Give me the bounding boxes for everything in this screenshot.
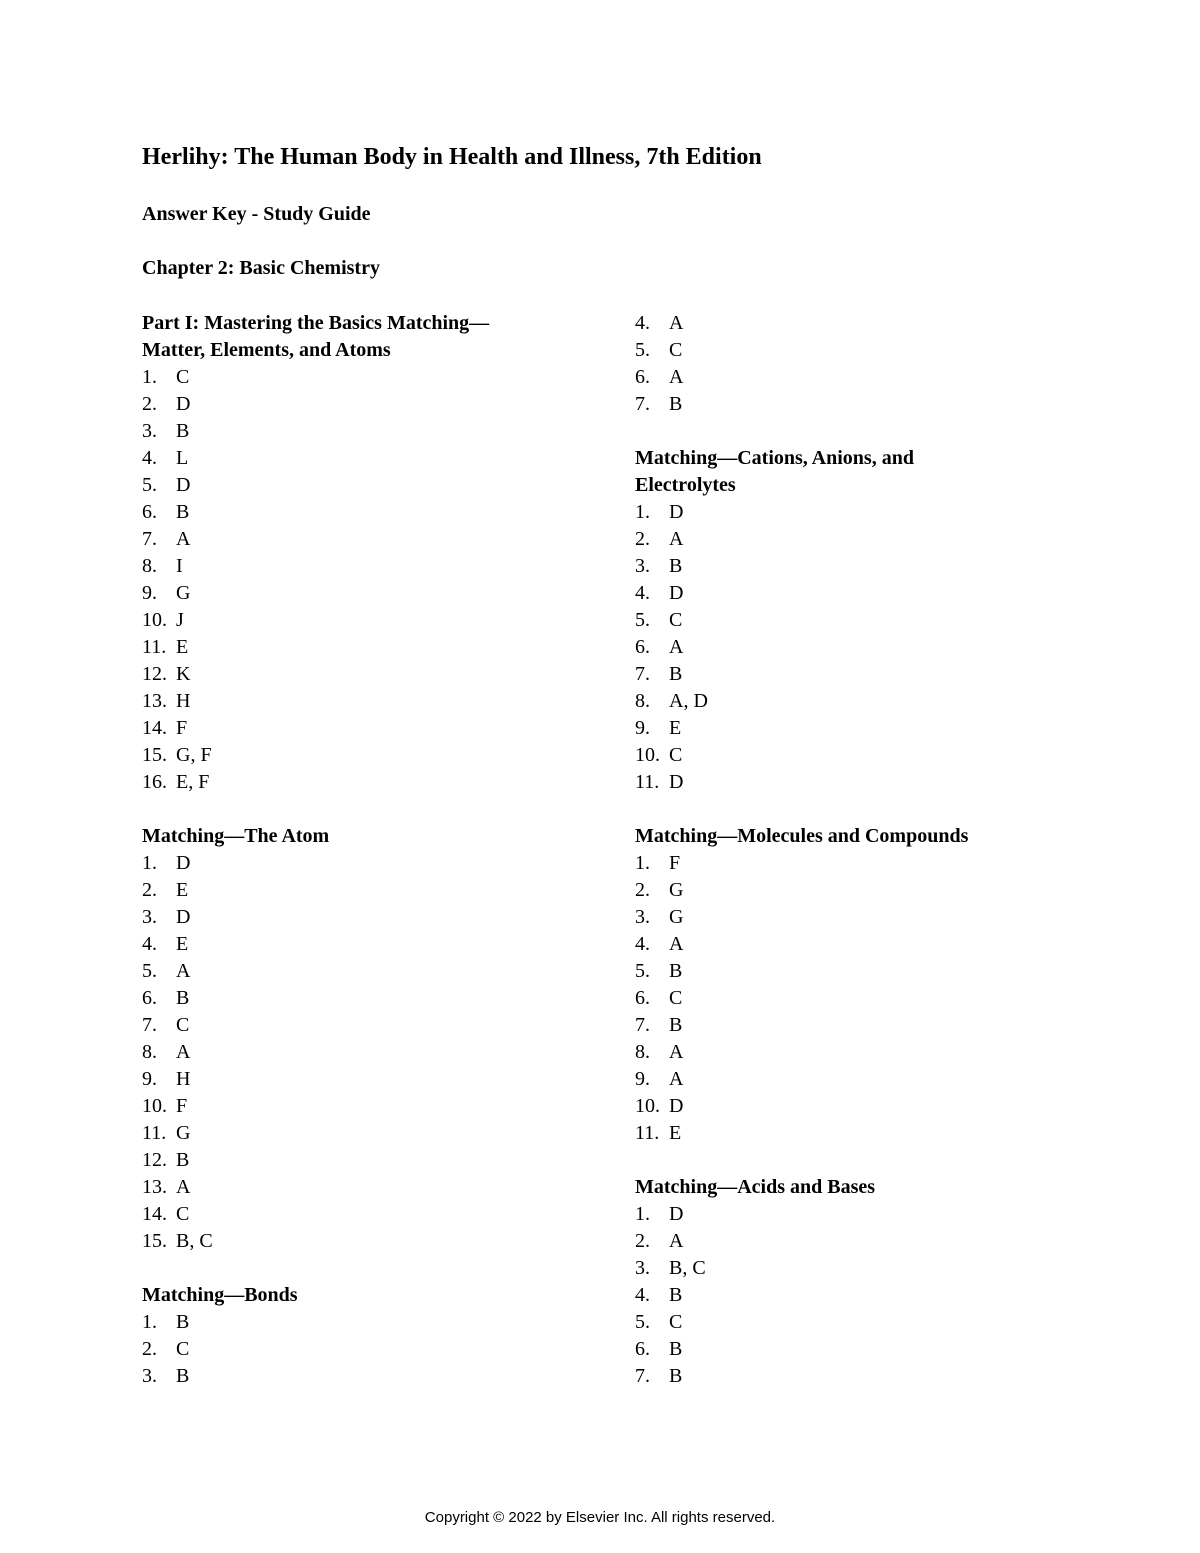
answer-section <box>142 1282 572 1390</box>
answer-item <box>635 634 1075 661</box>
answer-item <box>142 1174 572 1201</box>
answer-item <box>142 553 572 580</box>
answer-letter: A <box>176 1041 191 1063</box>
answer-letter: D <box>176 906 191 928</box>
answer-item <box>635 769 1075 796</box>
answer-number: 5. <box>635 960 650 982</box>
answer-item <box>142 904 572 931</box>
answer-number: 10. <box>635 1095 660 1117</box>
answer-list <box>142 364 572 796</box>
answer-number: 9. <box>635 717 650 739</box>
section-heading <box>635 445 1075 499</box>
answer-letter: B <box>669 1338 683 1360</box>
answer-item <box>635 1336 1075 1363</box>
answer-letter: E <box>176 636 189 658</box>
answer-letter: E, F <box>176 771 210 793</box>
answer-number: 1. <box>142 852 157 874</box>
answer-number: 5. <box>635 1311 650 1333</box>
section-heading <box>635 1174 1075 1201</box>
answer-number: 3. <box>142 1365 157 1387</box>
answer-letter: A <box>669 1041 684 1063</box>
answer-letter: E <box>669 1122 682 1144</box>
answer-item <box>142 742 572 769</box>
right-column <box>635 310 1075 1417</box>
answer-letter: H <box>176 1068 191 1090</box>
answer-item <box>635 661 1075 688</box>
answer-section <box>635 1174 1075 1390</box>
answer-letter: D <box>176 852 191 874</box>
answer-item <box>142 931 572 958</box>
answer-section <box>142 823 572 1255</box>
answer-number: 2. <box>142 879 157 901</box>
answer-number: 16. <box>142 771 167 793</box>
answer-item <box>635 688 1075 715</box>
answer-number: 9. <box>142 582 157 604</box>
answer-number: 6. <box>635 987 650 1009</box>
answer-number: 13. <box>142 690 167 712</box>
answer-item <box>635 1201 1075 1228</box>
answer-number: 3. <box>142 906 157 928</box>
answer-letter: D <box>669 582 684 604</box>
answer-letter: B <box>176 987 190 1009</box>
answer-number: 1. <box>635 501 650 523</box>
answer-letter: C <box>669 987 683 1009</box>
chapter-heading: Chapter 2: Basic Chemistry <box>142 257 380 279</box>
answer-number: 2. <box>635 1230 650 1252</box>
section-heading-line: Matching—Cations, Anions, and <box>635 447 914 469</box>
answer-number: 1. <box>142 366 157 388</box>
answer-number: 2. <box>142 1338 157 1360</box>
answer-item <box>142 472 572 499</box>
answer-letter: B <box>176 501 190 523</box>
answer-letter: D <box>669 1095 684 1117</box>
answer-letter: B <box>176 420 190 442</box>
answer-number: 8. <box>142 1041 157 1063</box>
answer-item <box>142 985 572 1012</box>
answer-number: 2. <box>142 393 157 415</box>
answer-letter: E <box>176 879 189 901</box>
answer-number: 13. <box>142 1176 167 1198</box>
answer-number: 11. <box>142 636 167 658</box>
answer-item <box>142 1147 572 1174</box>
answer-letter: B <box>669 663 683 685</box>
answer-letter: A, D <box>669 690 708 712</box>
answer-number: 8. <box>635 690 650 712</box>
answer-item <box>635 877 1075 904</box>
answer-letter: B <box>176 1149 190 1171</box>
answer-letter: C <box>176 1203 190 1225</box>
answer-letter: G <box>669 906 684 928</box>
answer-letter: C <box>176 366 190 388</box>
answer-letter: C <box>669 744 683 766</box>
answer-letter: D <box>669 771 684 793</box>
answer-letter: A <box>669 1068 684 1090</box>
answer-item <box>635 985 1075 1012</box>
answer-letter: L <box>176 447 189 469</box>
answer-number: 4. <box>635 933 650 955</box>
answer-item <box>635 1093 1075 1120</box>
answer-section <box>142 310 572 796</box>
answer-letter: D <box>669 501 684 523</box>
answer-letter: E <box>669 717 682 739</box>
answer-number: 5. <box>142 474 157 496</box>
answer-letter: A <box>669 933 684 955</box>
answer-item <box>142 526 572 553</box>
section-heading-line: Matching—The Atom <box>142 825 330 847</box>
section-heading <box>142 823 572 850</box>
answer-number: 9. <box>142 1068 157 1090</box>
answer-letter: H <box>176 690 191 712</box>
answer-letter: E <box>176 933 189 955</box>
answer-number: 10. <box>142 1095 167 1117</box>
answer-number: 6. <box>635 366 650 388</box>
answer-letter: B <box>669 393 683 415</box>
answer-item <box>635 526 1075 553</box>
answer-item <box>142 958 572 985</box>
answer-number: 11. <box>635 771 660 793</box>
answer-number: 8. <box>635 1041 650 1063</box>
answer-number: 6. <box>635 1338 650 1360</box>
answer-section <box>635 310 1075 418</box>
answer-item <box>635 553 1075 580</box>
answer-item <box>635 742 1075 769</box>
answer-number: 9. <box>635 1068 650 1090</box>
answer-number: 4. <box>142 933 157 955</box>
answer-letter: A <box>669 312 684 334</box>
answer-letter: D <box>669 1203 684 1225</box>
answer-number: 2. <box>635 879 650 901</box>
answer-number: 7. <box>142 528 157 550</box>
answer-letter: B <box>176 1311 190 1333</box>
answer-item <box>142 688 572 715</box>
answer-item <box>635 310 1075 337</box>
answer-section <box>635 823 1075 1147</box>
answer-item <box>635 715 1075 742</box>
answer-item <box>635 1066 1075 1093</box>
answer-item <box>635 931 1075 958</box>
answer-item <box>142 499 572 526</box>
answer-letter: D <box>176 393 191 415</box>
answer-item <box>635 1255 1075 1282</box>
answer-item <box>635 1039 1075 1066</box>
answer-item <box>635 364 1075 391</box>
answer-letter: B <box>669 1014 683 1036</box>
document-title: Herlihy: The Human Body in Health and Illness, 7th Edition <box>142 144 762 170</box>
answer-list <box>635 499 1075 796</box>
answer-number: 11. <box>635 1122 660 1144</box>
answer-number: 3. <box>635 906 650 928</box>
answer-letter: G, F <box>176 744 212 766</box>
answer-item <box>142 634 572 661</box>
answer-item <box>142 1012 572 1039</box>
answer-number: 6. <box>635 636 650 658</box>
answer-number: 6. <box>142 501 157 523</box>
document-subtitle: Answer Key - Study Guide <box>142 203 371 225</box>
answer-number: 14. <box>142 717 167 739</box>
answer-number: 4. <box>635 582 650 604</box>
answer-number: 7. <box>142 1014 157 1036</box>
answer-number: 1. <box>635 1203 650 1225</box>
answer-list <box>635 850 1075 1147</box>
answer-letter: B, C <box>176 1230 213 1252</box>
answer-item <box>142 769 572 796</box>
answer-number: 15. <box>142 744 167 766</box>
answer-number: 14. <box>142 1203 167 1225</box>
answer-number: 3. <box>635 1257 650 1279</box>
answer-item <box>635 337 1075 364</box>
answer-item <box>142 877 572 904</box>
answer-item <box>635 499 1075 526</box>
answer-item <box>635 391 1075 418</box>
answer-number: 10. <box>142 609 167 631</box>
answer-number: 7. <box>635 1014 650 1036</box>
answer-number: 5. <box>142 960 157 982</box>
answer-letter: G <box>176 1122 191 1144</box>
answer-letter: C <box>669 609 683 631</box>
answer-letter: A <box>669 528 684 550</box>
section-heading-line: Matching—Molecules and Compounds <box>635 825 969 847</box>
answer-number: 7. <box>635 663 650 685</box>
answer-item <box>142 418 572 445</box>
answer-letter: A <box>669 636 684 658</box>
answer-letter: J <box>176 609 184 631</box>
answer-item <box>142 607 572 634</box>
answer-item <box>635 580 1075 607</box>
answer-item <box>635 1228 1075 1255</box>
answer-item <box>635 1282 1075 1309</box>
answer-number: 4. <box>142 447 157 469</box>
answer-letter: C <box>669 1311 683 1333</box>
answer-number: 4. <box>635 1284 650 1306</box>
answer-number: 3. <box>635 555 650 577</box>
section-heading-line: Matching—Bonds <box>142 1284 298 1306</box>
answer-list <box>635 1201 1075 1390</box>
left-column <box>142 310 572 1417</box>
answer-item <box>142 1039 572 1066</box>
answer-item <box>635 607 1075 634</box>
copyright-footer: Copyright © 2022 by Elsevier Inc. All rights reserved. <box>424 1509 776 1526</box>
answer-letter: D <box>176 474 191 496</box>
answer-item <box>142 1066 572 1093</box>
answer-item <box>635 1309 1075 1336</box>
answer-letter: B <box>176 1365 190 1387</box>
section-heading <box>142 310 572 364</box>
answer-letter: I <box>176 555 183 577</box>
section-heading <box>635 823 1075 850</box>
answer-number: 1. <box>142 1311 157 1333</box>
answer-item <box>142 445 572 472</box>
answer-item <box>142 850 572 877</box>
answer-letter: A <box>176 1176 191 1198</box>
answer-number: 2. <box>635 528 650 550</box>
answer-letter: B <box>669 555 683 577</box>
answer-letter: C <box>176 1338 190 1360</box>
answer-number: 5. <box>635 339 650 361</box>
answer-item <box>635 904 1075 931</box>
answer-letter: A <box>176 528 191 550</box>
answer-letter: F <box>176 1095 188 1117</box>
answer-letter: C <box>669 339 683 361</box>
answer-item <box>142 1309 572 1336</box>
answer-letter: K <box>176 663 191 685</box>
answer-number: 4. <box>635 312 650 334</box>
answer-letter: B, C <box>669 1257 706 1279</box>
answer-item <box>142 1120 572 1147</box>
answer-number: 12. <box>142 1149 167 1171</box>
answer-letter: C <box>176 1014 190 1036</box>
answer-letter: B <box>669 960 683 982</box>
answer-item <box>635 850 1075 877</box>
section-heading-line: Matching—Acids and Bases <box>635 1176 876 1198</box>
answer-list <box>142 1309 572 1390</box>
answer-number: 10. <box>635 744 660 766</box>
answer-item <box>142 580 572 607</box>
answer-letter: A <box>176 960 191 982</box>
answer-item <box>142 1201 572 1228</box>
answer-number: 5. <box>635 609 650 631</box>
answer-number: 12. <box>142 663 167 685</box>
answer-number: 15. <box>142 1230 167 1252</box>
answer-item <box>142 364 572 391</box>
answer-letter: B <box>669 1284 683 1306</box>
answer-item <box>142 661 572 688</box>
answer-letter: B <box>669 1365 683 1387</box>
answer-item <box>142 1228 572 1255</box>
answer-letter: G <box>176 582 191 604</box>
answer-item <box>635 958 1075 985</box>
answer-number: 11. <box>142 1122 167 1144</box>
answer-letter: F <box>176 717 188 739</box>
answer-letter: A <box>669 366 684 388</box>
answer-item <box>635 1012 1075 1039</box>
answer-item <box>635 1120 1075 1147</box>
answer-number: 7. <box>635 393 650 415</box>
answer-letter: A <box>669 1230 684 1252</box>
answer-letter: G <box>669 879 684 901</box>
answer-list <box>142 850 572 1255</box>
section-heading-line: Part I: Mastering the Basics Matching— <box>142 312 490 334</box>
answer-section <box>635 445 1075 796</box>
answer-number: 3. <box>142 420 157 442</box>
answer-item <box>142 1093 572 1120</box>
answer-item <box>635 1363 1075 1390</box>
answer-item <box>142 1336 572 1363</box>
answer-item <box>142 391 572 418</box>
answer-item <box>142 1363 572 1390</box>
answer-letter: F <box>669 852 681 874</box>
answer-number: 7. <box>635 1365 650 1387</box>
section-heading-line: Electrolytes <box>635 474 736 496</box>
answer-number: 1. <box>635 852 650 874</box>
answer-number: 6. <box>142 987 157 1009</box>
answer-list <box>635 310 1075 418</box>
section-heading <box>142 1282 572 1309</box>
answer-item <box>142 715 572 742</box>
section-heading-line: Matter, Elements, and Atoms <box>142 339 391 361</box>
answer-number: 8. <box>142 555 157 577</box>
